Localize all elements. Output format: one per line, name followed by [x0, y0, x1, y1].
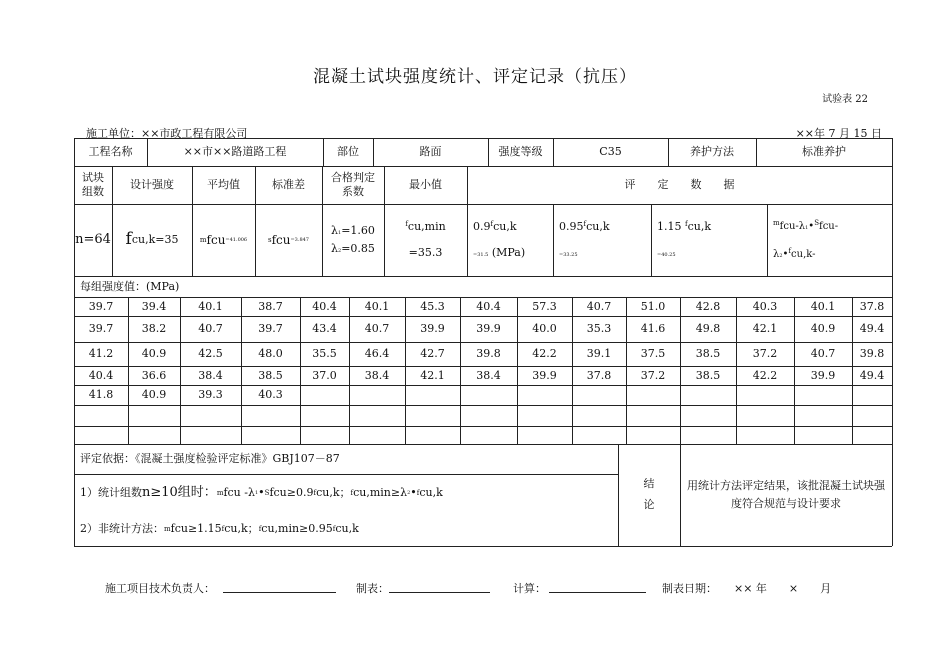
- grid-line: [736, 297, 737, 444]
- group-count-value: n=64: [75, 231, 111, 247]
- strength-value-cell: 37.2: [752, 347, 778, 361]
- grid-line: [74, 166, 892, 167]
- part-label: 部位: [337, 145, 359, 159]
- strength-value-cell: 43.4: [312, 322, 337, 336]
- design-strength-value: f cu,k=35: [125, 229, 179, 250]
- prepared-by-signature-line[interactable]: [389, 592, 490, 593]
- strength-value-cell: [405, 405, 460, 426]
- grid-line: [553, 138, 554, 166]
- tech-lead-signature-line[interactable]: [223, 592, 336, 593]
- strength-value-cell: 42.5: [198, 347, 223, 361]
- strength-value-cell: 39.9: [420, 322, 445, 336]
- grid-line: [517, 297, 518, 444]
- strength-value-cell: 40.4: [476, 299, 501, 313]
- grid-line: [488, 138, 489, 166]
- strength-value-cell: 38.5: [695, 368, 721, 382]
- strength-value-cell: 39.4: [141, 299, 167, 313]
- strength-value-cell: 37.2: [640, 368, 666, 382]
- strength-value-cell: 40.9: [141, 388, 167, 402]
- prepared-date-value: ×× 年 × 月: [734, 582, 832, 595]
- minimum-value: $^f$cu,min =35.3: [405, 220, 446, 259]
- grid-line: [74, 276, 892, 277]
- grid-line: [147, 138, 148, 166]
- strength-value-cell: 42.7: [420, 347, 445, 361]
- strength-value-cell: 42.8: [695, 299, 721, 313]
- strength-value-cell: 49.8: [695, 322, 721, 336]
- strength-value-cell: 42.1: [420, 368, 445, 382]
- grid-line: [323, 138, 324, 166]
- strength-value-cell: 38.5: [258, 368, 283, 382]
- prepared-date-label: 制表日期：: [662, 582, 717, 595]
- construction-unit: 施工单位：××市政工程有限公司: [86, 127, 248, 140]
- strength-value-cell: 37.8: [586, 368, 612, 382]
- strength-value-cell: 40.9: [141, 347, 167, 361]
- grid-line: [255, 166, 256, 276]
- strength-value-cell: [460, 405, 517, 426]
- strength-value-cell: [736, 405, 794, 426]
- strength-value-cell: [680, 405, 736, 426]
- strength-value-cell: 41.8: [88, 388, 114, 402]
- strength-value-cell: 40.1: [364, 299, 390, 313]
- coefficient-heading: 合格判定系数: [331, 171, 375, 198]
- tech-lead-label: 施工项目技术负责人：: [105, 582, 215, 595]
- grid-line: [756, 138, 757, 166]
- std-heading: 标准差: [272, 178, 305, 192]
- project-name-value: ××市××路道路工程: [183, 145, 287, 159]
- strength-value-cell: 36.6: [141, 368, 167, 382]
- strength-value-cell: 42.1: [752, 322, 778, 336]
- strength-value-cell: 38.7: [258, 299, 283, 313]
- strength-value-cell: [74, 405, 128, 426]
- design-strength-heading: 设计强度: [130, 178, 174, 192]
- lambda2-value: λ2=0.85: [331, 242, 375, 255]
- grid-line: [460, 297, 461, 444]
- grid-line: [852, 297, 853, 444]
- grid-line: [626, 297, 627, 444]
- strength-values-label: 每组强度值：(MPa): [80, 279, 180, 293]
- rule-statistical: 1）统计组数 n≥10组时： m fcu -λ 1 • S fcu≥0.9 f cu,k； f cu,min≥λ 2 • f cu,k: [80, 484, 443, 500]
- strength-value-cell: [794, 385, 852, 405]
- strength-value-cell: 40.0: [532, 322, 557, 336]
- strength-value-cell: 40.3: [752, 299, 778, 313]
- strength-value-cell: 38.4: [364, 368, 390, 382]
- grid-line: [74, 385, 892, 386]
- curing-label: 养护方法: [690, 145, 734, 159]
- grid-line: [572, 297, 573, 444]
- strength-value-cell: 41.6: [640, 322, 666, 336]
- grid-line: [680, 444, 681, 546]
- grid-line: [767, 204, 768, 276]
- grid-line: [74, 138, 892, 139]
- conclusion-label: 结论: [643, 477, 655, 511]
- strength-value-cell: 35.5: [312, 347, 337, 361]
- coefficient-values: [322, 204, 384, 276]
- grade-label: 强度等级: [498, 145, 543, 159]
- strength-value-cell: 40.4: [312, 299, 337, 313]
- calculated-by-signature-line[interactable]: [549, 592, 646, 593]
- strength-value-cell: 49.4: [859, 322, 885, 336]
- evaluation-basis: 评定依据：《混凝土强度检验评定标准》GBJ107－87: [80, 452, 340, 466]
- strength-value-cell: [794, 405, 852, 426]
- grid-line: [384, 166, 385, 276]
- strength-value-cell: 38.5: [695, 347, 721, 361]
- calculated-by-label: 计算：: [513, 582, 546, 595]
- grid-line: [74, 366, 892, 367]
- strength-value-cell: [349, 385, 405, 405]
- grid-line: [668, 138, 669, 166]
- strength-value-cell: 37.5: [640, 347, 666, 361]
- strength-value-cell: 37.0: [312, 368, 337, 382]
- strength-value-cell: [680, 385, 736, 405]
- grid-line: [112, 166, 113, 276]
- strength-value-cell: 39.1: [586, 347, 612, 361]
- form-number: 试验表 22: [822, 94, 868, 105]
- record-date: ××年 7 月 15 日: [795, 127, 882, 140]
- grid-line: [74, 405, 892, 406]
- strength-value-cell: 45.3: [420, 299, 445, 313]
- strength-value-cell: [736, 385, 794, 405]
- strength-value-cell: 42.2: [532, 347, 557, 361]
- eval-statistical-formula: $^m$fcu-λ1•$^S$fcu- λ2•$^f$cu,k-: [773, 218, 839, 260]
- strength-value-cell: [241, 405, 300, 426]
- strength-value-cell: 39.7: [88, 299, 114, 313]
- strength-value-cell: [405, 385, 460, 405]
- project-name-label: 工程名称: [88, 145, 133, 159]
- rule-non-statistical: 2）非统计方法： m fcu≥1.15 f cu,k； f cu,min≥0.95 f cu,k: [80, 522, 359, 536]
- grid-line: [180, 297, 181, 444]
- minimum-heading: 最小值: [409, 178, 442, 192]
- strength-value-cell: 40.7: [810, 347, 836, 361]
- strength-value-cell: 40.7: [198, 322, 223, 336]
- strength-value-cell: [349, 405, 405, 426]
- strength-value-cell: 39.8: [476, 347, 501, 361]
- lambda1-value: λ1=1.60: [331, 224, 375, 238]
- strength-value-cell: 39.7: [258, 322, 283, 336]
- eval-09fcuk: 0.9$^f$cu,k =31.5 (MPa): [473, 220, 526, 259]
- strength-value-cell: 38.4: [476, 368, 501, 382]
- grid-line: [74, 474, 618, 475]
- strength-value-cell: [460, 385, 517, 405]
- grid-line: [680, 297, 681, 444]
- strength-value-cell: [180, 405, 241, 426]
- strength-value-cell: 40.7: [364, 322, 390, 336]
- strength-value-cell: 39.9: [810, 368, 836, 382]
- mean-value: m fcu =41.006: [199, 232, 248, 247]
- strength-value-cell: 46.4: [364, 347, 390, 361]
- strength-value-cell: [300, 385, 349, 405]
- grid-line: [241, 297, 242, 444]
- group-count-heading: 试块组数: [82, 171, 104, 198]
- grid-line: [128, 297, 129, 444]
- strength-value-cell: 39.8: [859, 347, 885, 361]
- grid-line: [405, 297, 406, 444]
- strength-value-cell: 40.4: [88, 368, 114, 382]
- strength-value-cell: [852, 405, 892, 426]
- grid-line: [300, 297, 301, 444]
- curing-value: 标准养护: [802, 145, 846, 159]
- strength-value-cell: 40.1: [810, 299, 836, 313]
- std-value: s fcu =3.847: [268, 232, 309, 247]
- prepared-by-label: 制表：: [356, 582, 389, 595]
- grid-line: [349, 297, 350, 444]
- grid-line: [553, 204, 554, 276]
- page-title: 混凝土试块强度统计、评定记录（抗压）: [313, 67, 637, 87]
- strength-value-cell: 38.2: [141, 322, 167, 336]
- strength-value-cell: 35.3: [586, 322, 612, 336]
- strength-value-cell: 39.9: [476, 322, 501, 336]
- grid-line: [467, 166, 468, 276]
- grid-line: [794, 297, 795, 444]
- strength-value-cell: 41.2: [88, 347, 114, 361]
- strength-value-cell: 48.0: [258, 347, 283, 361]
- strength-value-cell: 39.7: [88, 322, 114, 336]
- grid-line: [192, 166, 193, 276]
- strength-value-cell: 39.9: [532, 368, 557, 382]
- evaluation-data-heading: 评 定 数 据: [624, 178, 735, 192]
- strength-value-cell: [517, 385, 572, 405]
- grid-line: [74, 426, 892, 427]
- grid-line: [74, 444, 892, 445]
- conclusion-text: 用统计方法评定结果，该批混凝土试块强度符合规范与设计要求: [687, 479, 885, 510]
- grade-value: C35: [599, 145, 622, 159]
- grid-line: [74, 316, 892, 317]
- grid-line: [74, 204, 892, 205]
- strength-value-cell: 42.2: [752, 368, 778, 382]
- strength-value-cell: [572, 405, 626, 426]
- grid-line: [74, 546, 892, 547]
- grid-line: [373, 138, 374, 166]
- eval-095fcuk: 0.95$^f$cu,k =33.25: [559, 220, 610, 258]
- mean-heading: 平均值: [207, 178, 240, 192]
- eval-115fcuk: 1.15 $^f$cu,k =40.25: [657, 220, 712, 258]
- strength-value-cell: [300, 405, 349, 426]
- strength-value-cell: 40.7: [586, 299, 612, 313]
- grid-line: [892, 138, 893, 546]
- strength-value-cell: 39.3: [198, 388, 223, 402]
- strength-value-cell: 57.3: [532, 299, 557, 313]
- strength-value-cell: 38.4: [198, 368, 223, 382]
- strength-value-cell: [852, 385, 892, 405]
- grid-line: [74, 297, 892, 298]
- strength-value-cell: 51.0: [640, 299, 666, 313]
- strength-value-cell: 40.1: [198, 299, 223, 313]
- strength-value-cell: 37.8: [859, 299, 885, 313]
- strength-value-cell: [128, 405, 180, 426]
- strength-value-cell: 49.4: [859, 368, 885, 382]
- strength-value-cell: [517, 405, 572, 426]
- grid-line: [322, 166, 323, 276]
- grid-line: [74, 342, 892, 343]
- grid-line: [618, 444, 619, 546]
- strength-value-cell: 40.3: [258, 388, 283, 402]
- strength-value-cell: 40.9: [810, 322, 836, 336]
- strength-value-cell: [626, 405, 680, 426]
- strength-value-cell: [626, 385, 680, 405]
- part-value: 路面: [419, 145, 442, 159]
- grid-line: [651, 204, 652, 276]
- strength-value-cell: [572, 385, 626, 405]
